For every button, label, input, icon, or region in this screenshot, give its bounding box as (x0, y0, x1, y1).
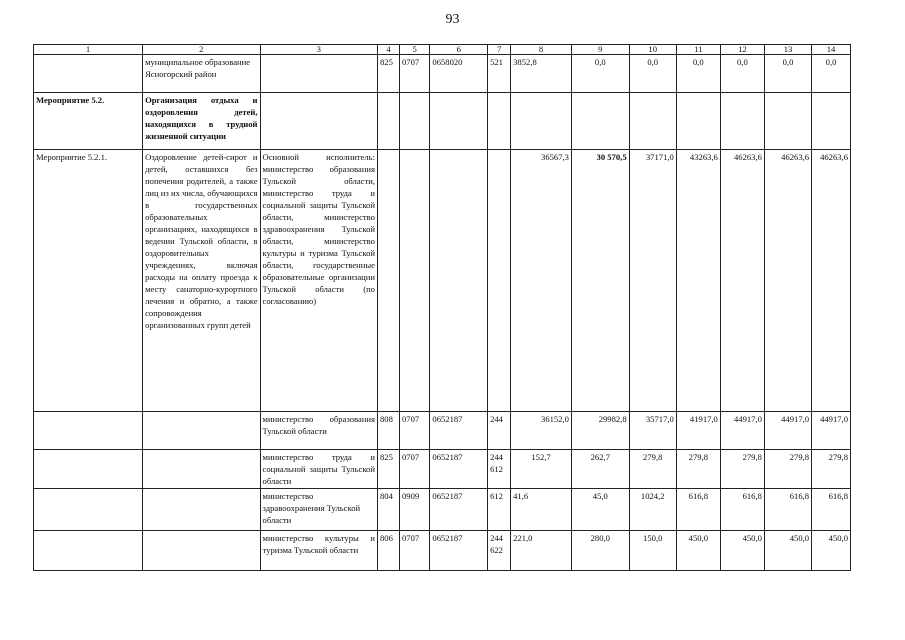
cell-year: 450,0 (812, 531, 851, 571)
cell-year (676, 93, 720, 150)
cell-total: 36152,0 (511, 412, 572, 450)
cell-year: 35717,0 (629, 412, 676, 450)
cell-year (764, 93, 811, 150)
cell-year: 279,8 (720, 450, 764, 489)
cell-year: 46263,6 (764, 150, 811, 412)
cell-event-name (143, 412, 260, 450)
header-cell: 10 (629, 45, 676, 55)
cell-event-name: Оздоровление детей-сирот и детей, оставшихся без попечения родителей, а также лиц из их числа, обучающихся в государственных образовательных организациях, находящихся в ведении Тульской области, в оздоровительных учреждениях, включая расходы на оплату проезда к месту санаторно-курортного лечения и обратно, а также сопровождения организованных групп детей (143, 150, 260, 412)
cell-csr: 0652187 (430, 531, 488, 571)
cell-year: 41917,0 (676, 412, 720, 450)
cell-total: 3852,8 (511, 55, 572, 93)
header-cell: 11 (676, 45, 720, 55)
table-row (34, 93, 851, 150)
cell-total: 41,6 (511, 489, 572, 531)
cell-event-code: Мероприятие 5.2. (34, 93, 143, 150)
header-cell: 8 (511, 45, 572, 55)
cell-rz-pr: 0909 (399, 489, 429, 531)
cell-year: 262,7 (571, 450, 629, 489)
header-cell: 5 (399, 45, 429, 55)
cell-event-code: Мероприятие 5.2.1. (34, 150, 143, 412)
cell-year: 0,0 (764, 55, 811, 93)
cell-event-code (34, 55, 143, 93)
cell-year: 616,8 (812, 489, 851, 531)
cell-vr (488, 93, 511, 150)
budget-table (33, 44, 851, 571)
cell-vr: 244 622 (488, 531, 511, 571)
cell-year: 37171,0 (629, 150, 676, 412)
cell-event-name (143, 489, 260, 531)
table-row (34, 531, 851, 571)
table-row (34, 450, 851, 489)
cell-event-code (34, 450, 143, 489)
cell-year: 1024,2 (629, 489, 676, 531)
header-cell: 13 (764, 45, 811, 55)
header-cell: 7 (488, 45, 511, 55)
cell-rz-pr: 0707 (399, 450, 429, 489)
cell-year: 45,0 (571, 489, 629, 531)
cell-year: 0,0 (720, 55, 764, 93)
header-cell: 12 (720, 45, 764, 55)
cell-year: 0,0 (812, 55, 851, 93)
table-row (34, 55, 851, 93)
cell-grbs: 825 (377, 450, 399, 489)
page-number: 93 (445, 12, 460, 27)
cell-vr: 244 612 (488, 450, 511, 489)
cell-vr: 521 (488, 55, 511, 93)
header-cell: 3 (260, 45, 377, 55)
cell-year: 44917,0 (720, 412, 764, 450)
cell-year: 0,0 (629, 55, 676, 93)
cell-year: 279,8 (629, 450, 676, 489)
cell-csr: 0658020 (430, 55, 488, 93)
cell-csr (430, 150, 488, 412)
cell-grbs (377, 93, 399, 150)
cell-year: 0,0 (676, 55, 720, 93)
cell-vr (488, 150, 511, 412)
cell-event-name: муниципальное образование Ясногорский район (143, 55, 260, 93)
cell-year: 44917,0 (812, 412, 851, 450)
header-cell: 6 (430, 45, 488, 55)
cell-year: 616,8 (676, 489, 720, 531)
cell-rz-pr: 0707 (399, 412, 429, 450)
cell-year: 450,0 (720, 531, 764, 571)
cell-year: 150,0 (629, 531, 676, 571)
cell-event-name (143, 450, 260, 489)
cell-rz-pr: 0707 (399, 55, 429, 93)
cell-event-name: Организация отдыха и оздоровления детей, находящихся в трудной жизненной ситуации (143, 93, 260, 150)
cell-vr: 612 (488, 489, 511, 531)
cell-total (511, 93, 572, 150)
cell-year: 43263,6 (676, 150, 720, 412)
cell-executor (260, 93, 377, 150)
table-row (34, 412, 851, 450)
cell-year (720, 93, 764, 150)
cell-year: 46263,6 (812, 150, 851, 412)
cell-csr: 0652187 (430, 489, 488, 531)
header-cell: 14 (812, 45, 851, 55)
cell-year: 279,8 (812, 450, 851, 489)
cell-year (812, 93, 851, 150)
cell-rz-pr: 0707 (399, 531, 429, 571)
cell-total: 221,0 (511, 531, 572, 571)
cell-year: 0,0 (571, 55, 629, 93)
table-row (34, 150, 851, 412)
cell-year: 30 570,5 (571, 150, 629, 412)
cell-executor: министерство здравоохранения Тульской области (260, 489, 377, 531)
cell-grbs: 825 (377, 55, 399, 93)
cell-year (571, 93, 629, 150)
cell-event-code (34, 412, 143, 450)
cell-event-code (34, 531, 143, 571)
table-row (34, 489, 851, 531)
cell-year: 29982,8 (571, 412, 629, 450)
cell-csr: 0652187 (430, 412, 488, 450)
cell-year: 450,0 (676, 531, 720, 571)
cell-rz-pr (399, 150, 429, 412)
cell-year: 280,0 (571, 531, 629, 571)
table-header-row (34, 45, 851, 55)
cell-total: 152,7 (511, 450, 572, 489)
header-cell: 9 (571, 45, 629, 55)
cell-year (629, 93, 676, 150)
cell-grbs: 806 (377, 531, 399, 571)
cell-total: 36567,3 (511, 150, 572, 412)
cell-grbs (377, 150, 399, 412)
cell-executor: министерство культуры и туризма Тульской области (260, 531, 377, 571)
cell-executor: министерство труда и социальной защиты Тульской области (260, 450, 377, 489)
cell-csr (430, 93, 488, 150)
cell-year: 44917,0 (764, 412, 811, 450)
cell-event-code (34, 489, 143, 531)
cell-executor: министерство образования Тульской области (260, 412, 377, 450)
cell-rz-pr (399, 93, 429, 150)
cell-event-name (143, 531, 260, 571)
cell-year: 450,0 (764, 531, 811, 571)
cell-year: 279,8 (676, 450, 720, 489)
cell-executor: Основной исполнитель: министерство образования Тульской области, министерство труда и социальной защиты Тульской области, министерство здравоохранения Тульской области, министерство культуры и туризма Тульской области, государственные образовательные организации Тульской области (по согласованию) (260, 150, 377, 412)
cell-year: 616,8 (764, 489, 811, 531)
cell-year: 46263,6 (720, 150, 764, 412)
header-cell: 4 (377, 45, 399, 55)
cell-grbs: 808 (377, 412, 399, 450)
cell-vr: 244 (488, 412, 511, 450)
cell-executor (260, 55, 377, 93)
cell-grbs: 804 (377, 489, 399, 531)
header-cell: 1 (34, 45, 143, 55)
cell-year: 616,8 (720, 489, 764, 531)
cell-year: 279,8 (764, 450, 811, 489)
cell-csr: 0652187 (430, 450, 488, 489)
header-cell: 2 (143, 45, 260, 55)
